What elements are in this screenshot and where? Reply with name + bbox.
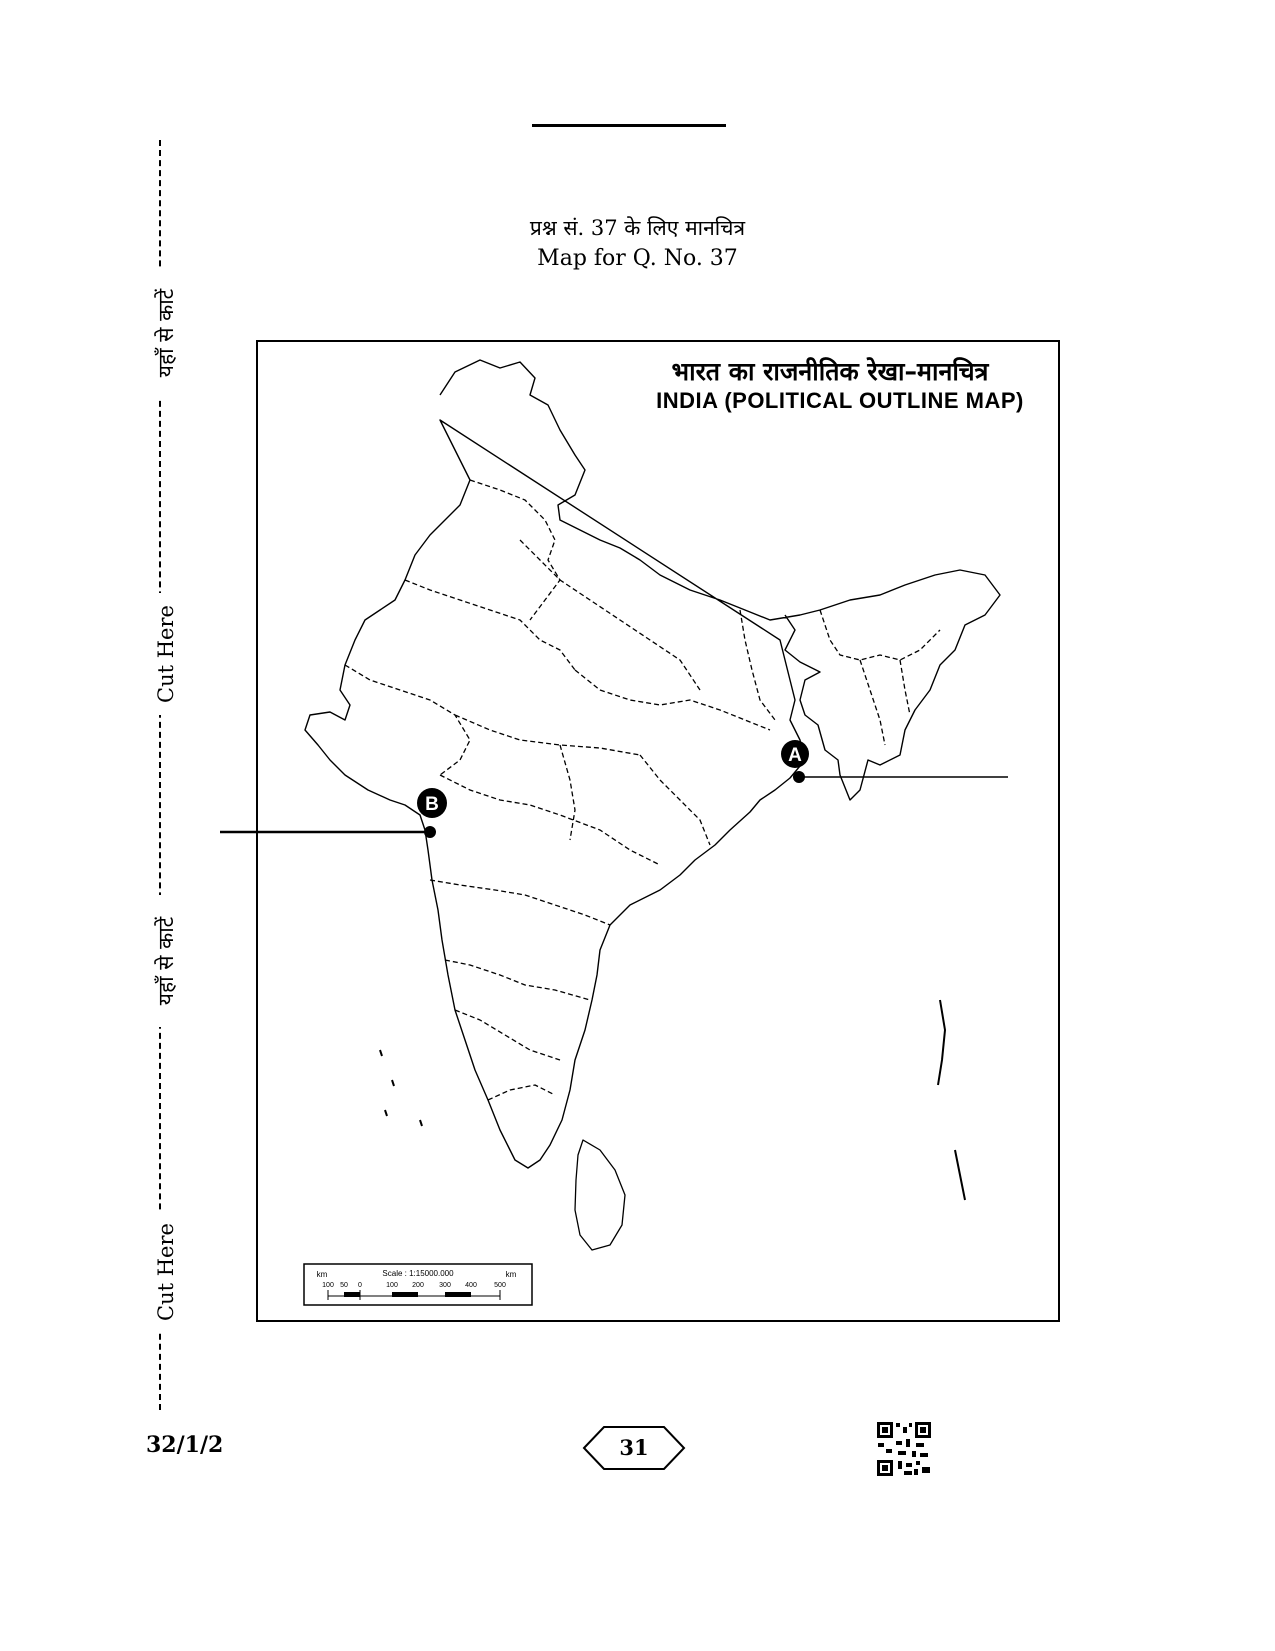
scale-tick-label: 0 — [358, 1282, 362, 1289]
lakshadweep-islands — [380, 1050, 422, 1126]
state-border — [820, 610, 940, 660]
marker-b-dot — [424, 826, 436, 838]
scale-unit-right: km — [505, 1270, 517, 1279]
scale-tick-label: 50 — [340, 1282, 348, 1289]
marker-a-dot — [793, 771, 805, 783]
scale-tick-label: 500 — [494, 1282, 506, 1289]
paper-code: 32/1/2 — [146, 1432, 224, 1458]
cut-label-hindi-bottom: यहाँ से काटें — [148, 895, 184, 1027]
state-border — [455, 715, 640, 755]
state-border — [640, 755, 710, 845]
state-border — [520, 540, 700, 690]
page-number-badge — [582, 1425, 686, 1471]
scale-bar — [304, 1264, 532, 1305]
map-title-english: INDIA (POLITICAL OUTLINE MAP) — [656, 388, 1024, 413]
question-heading-english: Map for Q. No. 37 — [537, 246, 738, 271]
state-border — [860, 660, 885, 745]
scale-title: Scale : 1:15000.000 — [382, 1269, 454, 1278]
state-border — [440, 775, 660, 865]
page-number: 31 — [619, 1435, 649, 1460]
question-heading-hindi: प्रश्न सं. 37 के लिए मानचित्र — [529, 216, 746, 240]
scale-unit-left: km — [316, 1270, 328, 1279]
scale-tick-label: 100 — [322, 1282, 334, 1289]
map-title-hindi: भारत का राजनीतिक रेखा–मानचित्र — [671, 357, 989, 386]
scale-tick-label: 200 — [412, 1282, 424, 1289]
qr-code-icon — [876, 1421, 932, 1477]
state-border — [575, 670, 770, 730]
state-border — [430, 880, 610, 925]
andaman-islands — [938, 1000, 965, 1200]
state-border — [455, 1010, 560, 1060]
cut-label-english-bottom: Cut Here — [150, 1211, 182, 1333]
state-border — [740, 610, 775, 720]
state-border — [560, 745, 575, 840]
marker-b-label: B — [425, 794, 439, 815]
state-border — [488, 1085, 555, 1100]
state-border — [445, 960, 590, 1000]
scale-tick-label: 100 — [386, 1282, 398, 1289]
cut-label-hindi-top: यहाँ से काटें — [148, 267, 184, 399]
state-border — [345, 665, 470, 775]
scale-tick-label: 300 — [439, 1282, 451, 1289]
sri-lanka-outline — [575, 1140, 625, 1250]
state-border — [470, 480, 560, 620]
cut-label-english-top: Cut Here — [150, 593, 182, 715]
state-border — [900, 660, 910, 715]
marker-a-label: A — [788, 745, 802, 766]
scale-tick-label: 400 — [465, 1282, 477, 1289]
india-outline — [305, 360, 1000, 1168]
